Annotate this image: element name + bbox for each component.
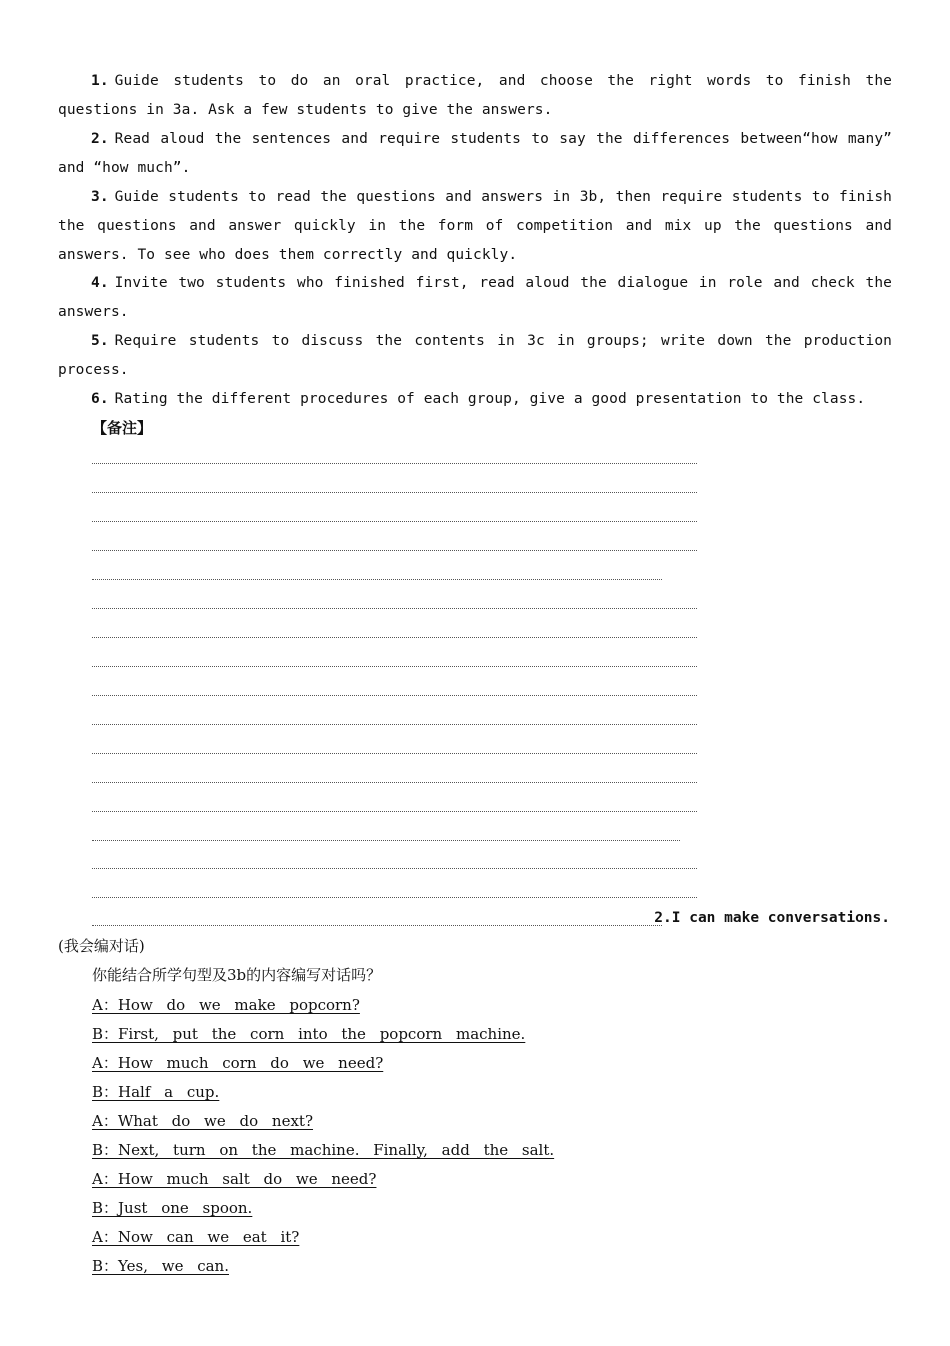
note-line[interactable] — [92, 753, 697, 754]
step-text: Rating the different procedures of each group, give a good presentation to the class. — [114, 391, 866, 407]
step-text: Require students to discuss the contents in 3c in groups; write down the production process. — [58, 333, 892, 378]
step-4 — [58, 269, 892, 327]
step-number: 4. — [91, 275, 109, 291]
note-line[interactable] — [92, 521, 697, 522]
dialogue-line: A：What do we do next? — [92, 1112, 314, 1130]
step-number: 1. — [91, 73, 109, 89]
section-heading-cn: (我会编对话) — [58, 937, 145, 955]
dialogue-line: A：How much salt do we need? — [92, 1170, 377, 1188]
note-line[interactable] — [92, 637, 697, 638]
dialogue-line: B：Next, turn on the machine. Finally, add the salt. — [92, 1141, 555, 1159]
step-3 — [58, 183, 892, 270]
dialogue-line: B：First, put the corn into the popcorn machine. — [92, 1025, 526, 1043]
step-number: 3. — [91, 189, 109, 205]
note-line[interactable] — [92, 897, 697, 898]
dialogue-line: A：How much corn do we need? — [92, 1054, 384, 1072]
step-2 — [58, 125, 892, 183]
step-number: 6. — [91, 391, 109, 407]
step-number: 2. — [91, 131, 109, 147]
note-line[interactable] — [92, 492, 697, 493]
step-6 — [58, 385, 892, 414]
dialogue-line: B：Yes, we can. — [92, 1257, 229, 1275]
note-line[interactable] — [92, 463, 697, 464]
dialogue-line: A：How do we make popcorn? — [92, 996, 360, 1014]
dialogue-line: B：Half a cup. — [92, 1083, 220, 1101]
note-line[interactable] — [92, 782, 697, 783]
step-number: 5. — [91, 333, 109, 349]
step-1 — [58, 67, 892, 125]
note-line[interactable] — [92, 724, 697, 725]
note-line[interactable] — [92, 695, 697, 696]
step-text: Read aloud the sentences and require students to say the differences between“how many” and “how much”. — [58, 131, 892, 176]
note-line[interactable] — [92, 579, 662, 580]
note-line[interactable] — [92, 550, 697, 551]
remark-label: 【备注】 — [92, 419, 153, 437]
step-text: Guide students to read the questions and answers in 3b, then require students to finish the questions and answer quickly in the form of competition and mix up the questions and answers. To see who does them correctly and quickly. — [58, 189, 892, 263]
instruction: 你能结合所学句型及3b的内容编写对话吗？ — [92, 966, 382, 984]
note-line[interactable] — [92, 925, 662, 926]
dialogue-line: B：Just one spoon. — [92, 1199, 253, 1217]
step-5 — [58, 327, 892, 385]
note-line[interactable] — [92, 868, 697, 869]
note-line[interactable] — [92, 608, 697, 609]
note-line[interactable] — [92, 840, 680, 841]
dialogue-line: A：Now can we eat it? — [92, 1228, 300, 1246]
step-text: Invite two students who finished first, read aloud the dialogue in role and check the answers. — [58, 275, 892, 320]
note-line[interactable] — [92, 811, 697, 812]
section-heading: 2.I can make conversations. — [654, 910, 890, 926]
step-text: Guide students to do an oral practice, and choose the right words to finish the questions in 3a. Ask a few students to give the answers. — [58, 73, 892, 118]
note-line[interactable] — [92, 666, 697, 667]
